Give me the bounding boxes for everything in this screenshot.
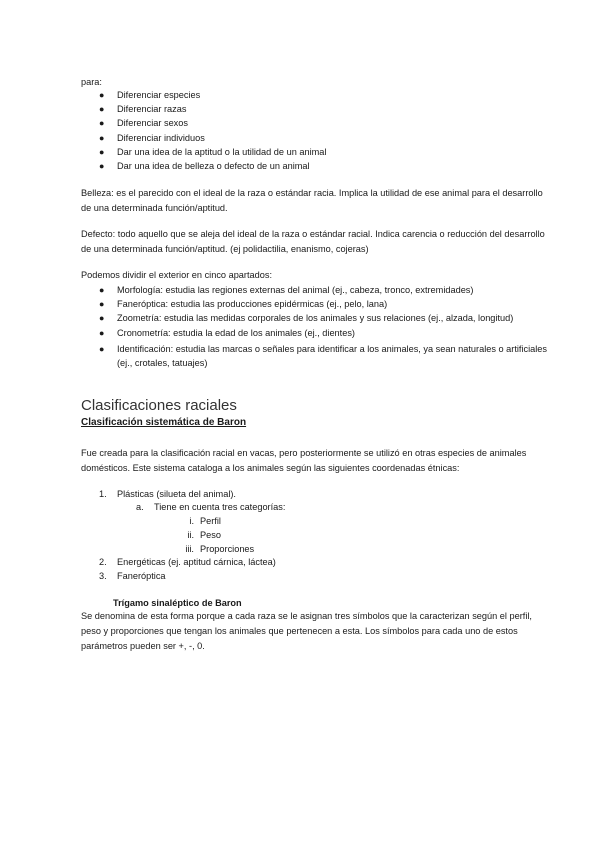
apartados-list xyxy=(81,283,551,370)
coordenada-roman-1: i. Perfil xyxy=(189,516,221,526)
bullet-icon: ● xyxy=(99,285,105,295)
list-item: ● Dar una idea de belleza o defecto de un animal xyxy=(81,159,326,173)
bullet-icon: ● xyxy=(99,299,105,310)
coordenada-sub-a: a. Tiene en cuenta tres categorías: xyxy=(136,502,286,512)
bullet-icon: ● xyxy=(99,343,105,354)
trigamo-title: Trígamo sinaléptico de Baron xyxy=(113,598,242,608)
list-item: ● Morfología: estudia las regiones externas del animal (ej., cabeza, tronco, extremidades) xyxy=(81,283,551,297)
list-item: ● Diferenciar sexos xyxy=(81,116,326,130)
list-item: ● Diferenciar razas xyxy=(81,102,326,116)
trigamo-paragraph: Se denomina de esta forma porque a cada raza se le asignan tres símbolos que la caracterizan según el perfil, peso y proporciones que tengan los animales que pertenecen a esta. Los símbolos para cada uno de estos parámetros pueden ser +, -, 0. xyxy=(81,611,532,651)
bullet-icon: ● xyxy=(99,327,105,338)
list-item: ● Dar una idea de la aptitud o la utilidad de un animal xyxy=(81,145,326,159)
belleza-paragraph: Belleza: es el parecido con el ideal de la raza o estándar racia. Implica la utilidad de ese animal para el desarrollo de una determinada función/aptitud. xyxy=(81,188,543,213)
defecto-paragraph: Defecto: todo aquello que se aleja del ideal de la raza o estándar racial. Indica carencia o reducción del desarrollo de una determinada función/aptitud. (ej polidactilia, enanismo, cojeras) xyxy=(81,229,545,254)
section-title: Clasificaciones raciales xyxy=(81,397,237,414)
bullet-icon: ● xyxy=(99,146,105,157)
bullet-icon: ● xyxy=(99,118,105,129)
coordenada-roman-3: iii. Proporciones xyxy=(185,544,255,554)
exterior-intro: Podemos dividir el exterior en cinco apartados: xyxy=(81,270,272,280)
list-item: ● Identificación: estudia las marcas o señales para identificar a los animales, ya sean naturales o artificiales (ej., crotales, tatuajes) xyxy=(99,343,547,369)
purposes-list xyxy=(81,88,326,173)
coordenada-item-2: 2. Energéticas (ej. aptitud cárnica, láctea) xyxy=(99,557,276,567)
coordenada-item-1: 1. Plásticas (silueta del animal). xyxy=(99,489,236,499)
bullet-icon: ● xyxy=(99,104,105,115)
bullet-icon: ● xyxy=(99,132,105,143)
list-item: ● Zoometría: estudia las medidas corporales de los animales y sus relaciones (ej., alzada, longitud) xyxy=(81,311,551,325)
baron-intro: Fue creada para la clasificación racial en vacas, pero posteriormente se utilizó en otras especies de animales domésticos. Este sistema cataloga a los animales según las siguientes coordenadas étnicas: xyxy=(81,448,527,473)
list-item: ● Diferenciar individuos xyxy=(81,131,326,145)
coordenada-roman-2: ii. Peso xyxy=(187,530,221,540)
intro-lead: para: xyxy=(81,77,102,87)
list-item: ● Cronometría: estudia la edad de los animales (ej., dientes) xyxy=(81,326,551,340)
bullet-icon: ● xyxy=(99,313,105,324)
bullet-icon: ● xyxy=(99,161,105,172)
coordenada-item-3: 3. Faneróptica xyxy=(99,571,166,581)
bullet-icon: ● xyxy=(99,90,105,100)
subsection-title: Clasificación sistemática de Baron xyxy=(81,417,247,428)
list-item: ● Diferenciar especies xyxy=(81,88,326,102)
list-item: ● Faneróptica: estudia las producciones epidérmicas (ej., pelo, lana) xyxy=(81,297,551,311)
